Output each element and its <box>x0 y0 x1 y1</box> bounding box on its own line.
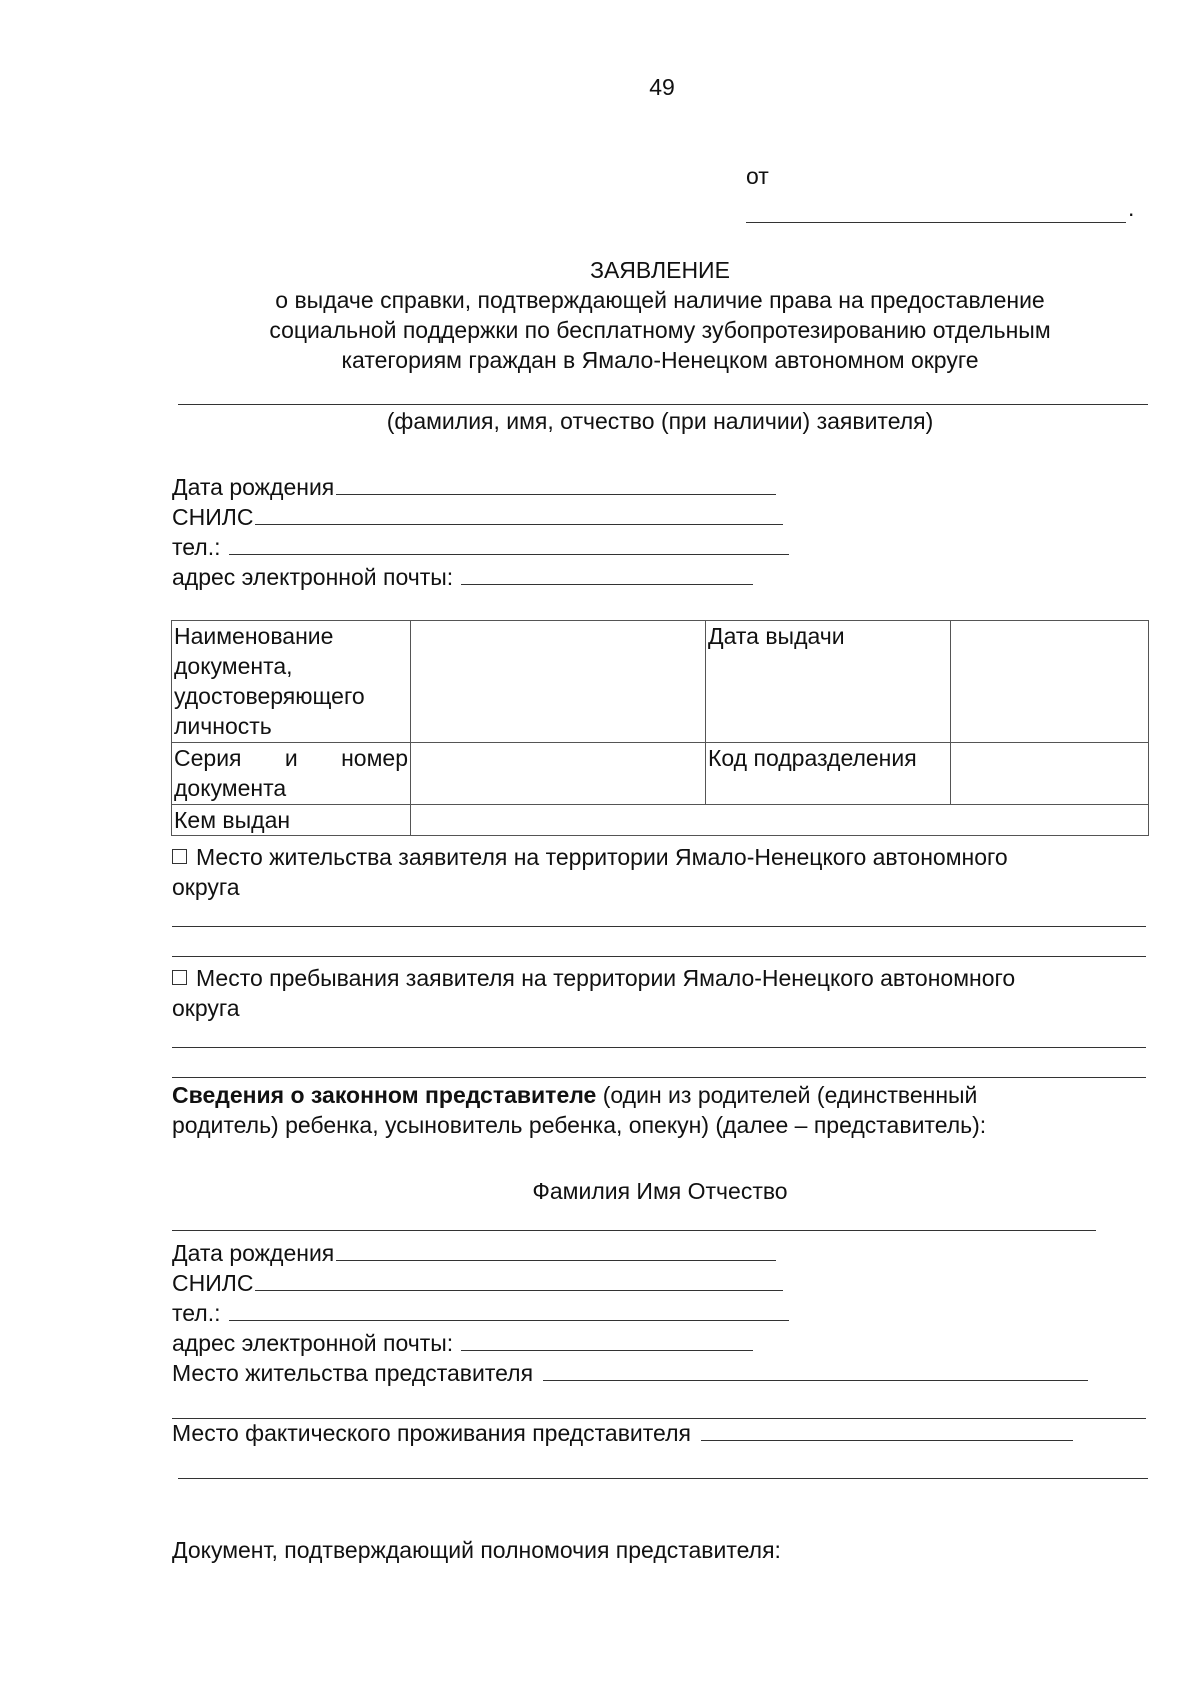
birth-label: Дата рождения <box>172 474 335 500</box>
applicant-snils-field <box>172 502 783 531</box>
rep-snils-field: СНИЛС <box>172 1268 783 1297</box>
rep-phone-input-line[interactable] <box>229 1298 789 1321</box>
doc-name-cell: Наименование документа, удостоверяющего личность <box>172 621 411 743</box>
stay-checkbox[interactable] <box>172 970 187 985</box>
series-number-cell: Серия и номер документа <box>172 743 411 805</box>
residence-line-2[interactable] <box>172 956 1146 957</box>
from-label: от <box>746 163 769 189</box>
rep-snils-input-line[interactable] <box>255 1268 783 1291</box>
email-label: адрес электронной почты: <box>172 564 454 590</box>
issue-date-label-cell: Дата выдачи <box>706 621 951 743</box>
rep-residence-input-line[interactable] <box>543 1358 1088 1381</box>
applicant-birth-field <box>172 472 776 501</box>
rep-email-field: адрес электронной почты: <box>172 1328 753 1357</box>
applicant-phone-field <box>172 532 789 561</box>
series-number-value-cell[interactable] <box>411 743 706 805</box>
residence-line-1[interactable] <box>172 926 1146 927</box>
snils-label: СНИЛС <box>172 504 254 530</box>
applicant-name-line[interactable] <box>178 404 1148 405</box>
rep-actual-field: Место фактического проживания представителя <box>172 1418 1073 1447</box>
applicant-name-caption: (фамилия, имя, отчество (при наличии) заявителя) <box>386 408 934 434</box>
rep-email-input-line[interactable] <box>461 1328 753 1351</box>
stay-line-1[interactable] <box>172 1047 1146 1048</box>
rep-actual-input-line[interactable] <box>701 1418 1073 1441</box>
issue-date-value-cell[interactable] <box>951 621 1149 743</box>
rep-birth-input-line[interactable] <box>336 1238 776 1261</box>
stay-label-line2: округа <box>172 995 240 1021</box>
rep-actual-line-2[interactable] <box>178 1478 1148 1479</box>
representative-fio-label: Фамилия Имя Отчество <box>532 1178 788 1204</box>
representative-fio-line[interactable] <box>172 1230 1096 1231</box>
issued-by-value-cell[interactable] <box>411 805 1149 836</box>
issued-by-cell: Кем выдан <box>172 805 411 836</box>
email-input-line[interactable] <box>461 562 753 585</box>
stay-label: Место пребывания заявителя на территории Ямало-Ненецкого автономного <box>196 965 1016 991</box>
stay-option <box>172 963 1148 1023</box>
from-dot: . <box>1128 195 1135 221</box>
authority-document-label: Документ, подтверждающий полномочия представителя: <box>172 1537 781 1563</box>
residence-checkbox[interactable] <box>172 849 187 864</box>
stay-line-2[interactable] <box>172 1077 1146 1078</box>
subdivision-value-cell[interactable] <box>951 743 1149 805</box>
rep-birth-field: Дата рождения <box>172 1238 776 1267</box>
subdivision-label-cell: Код подразделения <box>706 743 951 805</box>
document-title <box>170 255 1150 375</box>
identity-document-table <box>171 620 1149 836</box>
residence-label-line2: округа <box>172 874 240 900</box>
title-line-3: категориям граждан в Ямало-Ненецком автономном округе <box>341 347 979 373</box>
residence-option <box>172 842 1148 902</box>
rep-phone-field: тел.: <box>172 1298 789 1327</box>
applicant-email-field <box>172 562 753 591</box>
phone-label: тел.: <box>172 534 221 560</box>
birth-input-line[interactable] <box>336 472 776 495</box>
page-number: 49 <box>649 74 675 100</box>
snils-input-line[interactable] <box>255 502 783 525</box>
from-field-line[interactable] <box>746 222 1126 223</box>
representative-intro: Сведения о законном представителе (один из родителей (единственный родитель) ребенка, усыновитель ребенка, опекун) (далее – представитель): <box>172 1082 987 1138</box>
rep-residence-field: Место жительства представителя <box>172 1358 1088 1387</box>
title-main: ЗАЯВЛЕНИЕ <box>590 257 730 283</box>
residence-label: Место жительства заявителя на территории Ямало-Ненецкого автономного <box>196 844 1008 870</box>
representative-heading: Сведения о законном представителе <box>172 1082 597 1108</box>
phone-input-line[interactable] <box>229 532 789 555</box>
title-line-2: социальной поддержки по бесплатному зубопротезированию отдельным <box>269 317 1051 343</box>
doc-name-value-cell[interactable] <box>411 621 706 743</box>
title-line-1: о выдаче справки, подтверждающей наличие права на предоставление <box>275 287 1045 313</box>
